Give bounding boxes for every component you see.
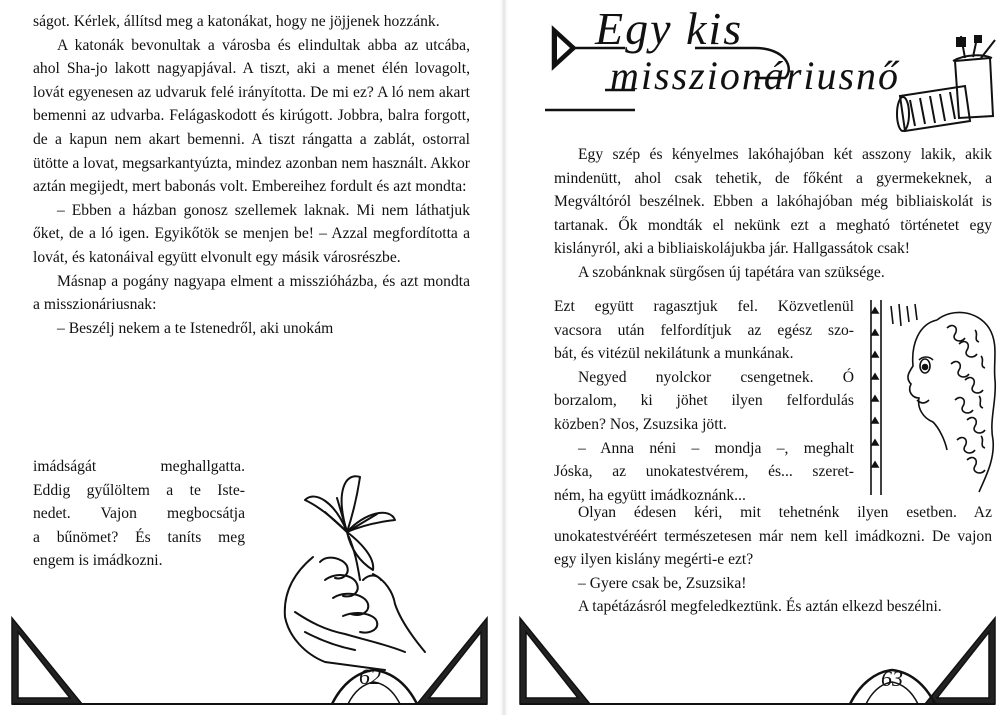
left-paragraph-2: A katonák bevonultak a városba és elindultak abba az utcába, ahol Sha-jo lakott nagyapjával. A tiszt, aki a menet élén lovagolt, lovát egyenesen az udvaruk felé irányította. De mi ez? A ló nem akart bemenni az udvarba. Felágaskodott és kirúgott. Jobbra, balra forgott, de a kapun nem akart bemenni. A tiszt rángatta a zablát, ostorral ütötte a lovat, megsarkantyúzta, mindez azonban nem használt. Akkor aztán megijedt, mert babonás volt. Embereihez fordult és azt mondta: <box>33 36 470 196</box>
right-paragraph-1: Egy szép és kényelmes lakóhajóban két asszony lakik, akik mindenütt, ahol csak tehetik, de főként a gyermekeknek, a Megváltóról beszélnek. Ebben a lakóhajóban még bibliaiskolát is tartanak. Ők mondták el nekünk ezt a megható történetet egy kislányról, aki a bibliaiskolájukba jár. Hallgassátok csak! <box>554 146 992 258</box>
right-paragraph-4: – Gyere csak be, Zsuzsika! <box>578 574 747 592</box>
right-short-line: – Anna néni – mondja –, meghalt <box>578 439 854 457</box>
left-page <box>0 0 497 715</box>
book-spine <box>500 0 508 715</box>
left-bottom-ornament <box>12 612 487 707</box>
left-paragraph-4: Másnap a pogány nagyapa elment a misszióházba, és azt mondta a misszionáriusnak: <box>33 272 470 314</box>
right-short-line: ném, ha együtt imádkoznánk... <box>554 486 746 504</box>
chapter-title-line2: misszionáriusnő <box>610 53 901 98</box>
right-short-lines <box>554 295 854 507</box>
right-paragraph-2-first-line: A szobánknak sürgősen új tapétára van szüksége. <box>578 263 885 281</box>
chapter-title-line1: Egy kis <box>595 3 744 54</box>
wallpaper-roll-illustration <box>895 36 1005 131</box>
right-short-line: Ezt együtt ragasztjuk fel. Közvetlenül <box>554 298 854 315</box>
right-text-column <box>554 143 992 285</box>
right-text-tail <box>554 501 992 619</box>
left-short-line: imádságát meghallgatta. <box>33 458 245 475</box>
left-text-column <box>33 10 470 340</box>
left-short-line: engem is imádkozni. <box>33 552 163 570</box>
left-paragraph-5: – Beszélj nekem a te Istenedről, aki unokám <box>57 319 334 337</box>
right-short-line: bát, és vitézül nekilátunk a munkának. <box>554 345 794 363</box>
right-short-line: borzalom, ki jöhet ilyen felfordulás <box>554 392 854 410</box>
right-bottom-ornament <box>520 612 995 707</box>
right-short-line: vacsora után felfordítjuk az egész szo- <box>554 321 854 339</box>
left-paragraph-1: ságot. Kérlek, állítsd meg a katonákat, hogy ne jöjjenek hozzánk. <box>33 13 440 30</box>
right-short-line: Jóska, az unokatestvérem, és... szeret- <box>554 463 854 481</box>
right-page <box>510 0 1007 715</box>
page-number: 62 <box>359 664 381 689</box>
left-short-lines <box>33 455 245 573</box>
right-paragraph-3: Olyan édesen kéri, mit tehetnénk ilyen esetben. Az unokatestvéréért természetesen már nem kell imádkozni. De vajon egy ilyen kislány megérti-e ezt? <box>554 504 992 569</box>
right-paragraph-5: A tapétázásról megfeledkeztünk. És aztán elkezd beszélni. <box>578 598 942 616</box>
left-short-line: a bűnömet? És taníts meg <box>33 528 245 546</box>
left-paragraph-3: – Ebben a házban gonosz szellemek laknak. Mi nem láthatjuk őket, de a ló igen. Egyikőtök se menjen be! – Azzal megfordította a lovát, és katonáival együtt elvonult egy másik városrészbe. <box>33 201 470 266</box>
page-number: 63 <box>881 666 903 691</box>
girl-portrait-illustration <box>867 300 997 495</box>
left-short-line: nedet. Vajon megbocsátja <box>33 505 245 523</box>
right-short-line: közben? Nos, Zsuzsika jött. <box>554 415 727 433</box>
left-short-line: Eddig gyűlöltem a te Iste- <box>33 481 245 499</box>
right-short-line: Negyed nyolckor csengetnek. Ó <box>578 368 854 386</box>
